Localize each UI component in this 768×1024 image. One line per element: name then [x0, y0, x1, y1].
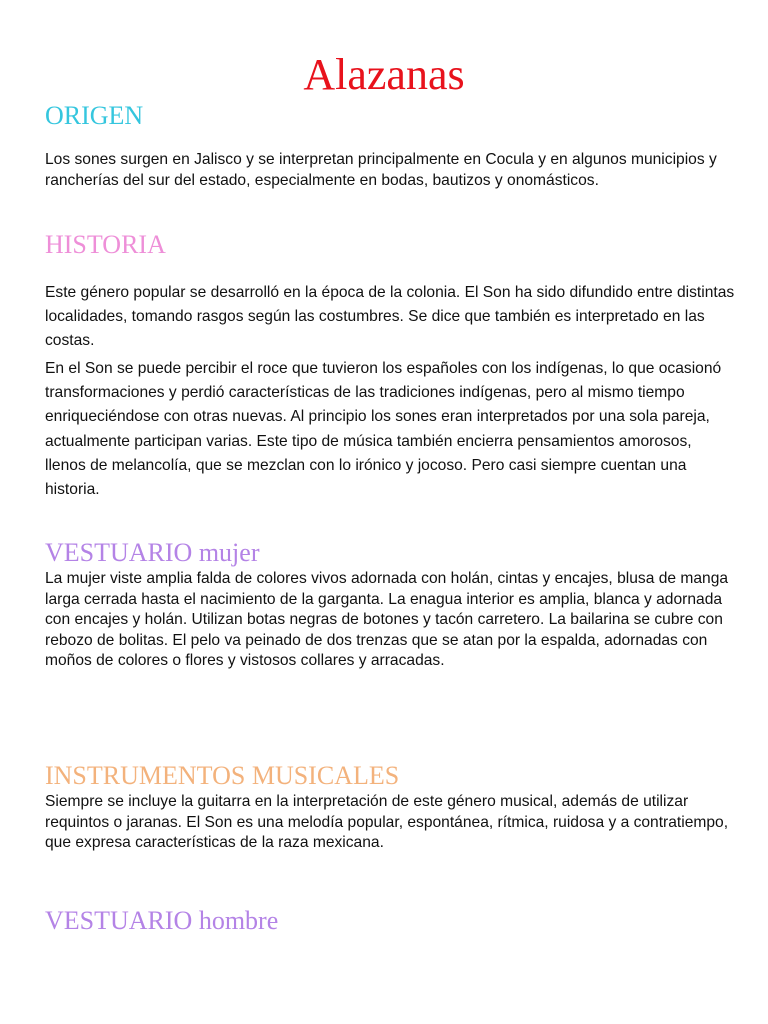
- heading-vestuario-mujer: VESTUARIO mujer: [45, 538, 260, 567]
- paragraph-instrumentos: Siempre se incluye la guitarra en la interpretación de este género musical, además de utilizar requintos o jaranas. El Son es una melodía popular, espontánea, rítmica, ruidosa y a contratiempo, que expresa características de la raza mexicana.: [45, 793, 729, 851]
- heading-origen: ORIGEN: [45, 101, 144, 130]
- heading-historia: HISTORIA: [45, 230, 166, 259]
- page-title: Alazanas: [303, 50, 465, 99]
- heading-vestuario-hombre: VESTUARIO hombre: [45, 906, 279, 935]
- heading-instrumentos: INSTRUMENTOS MUSICALES: [45, 761, 400, 790]
- paragraph-vestuario-mujer: La mujer viste amplia falda de colores vivos adornada con holán, cintas y encajes, blusa de manga larga cerrada hasta el nacimiento de la garganta. La enagua interior es amplia, blanca y adornada con encajes y holán. Utilizan botas negras de botones y tacón carretero. La bailarina se cubre con rebozo de bolitas. El pelo va peinado de dos trenzas que se atan por la espalda, adornadas con moños de colores o flores y vistosos collares y arracadas.: [45, 570, 729, 669]
- paragraph-historia-2: En el Son se puede percibir el roce que tuvieron los españoles con los indígenas, lo que ocasionó transformaciones y perdió características de las tradiciones indígenas, pero al mismo tiempo enriqueciéndose con otras nuevas. Al principio los sones eran interpretados por una sola pareja, actualmente participan varias. Este tipo de música también encierra pensamientos amorosos, llenos de melancolía, que se mezclan con lo irónico y jocoso. Pero casi siempre cuentan una historia.: [45, 360, 722, 499]
- paragraph-historia-1: Este género popular se desarrolló en la época de la colonia. El Son ha sido difundido entre distintas localidades, tomando rasgos según las costumbres. Se dice que también es interpretado en las costas.: [45, 284, 735, 350]
- paragraph-origen: Los sones surgen en Jalisco y se interpretan principalmente en Cocula y en algunos municipios y rancherías del sur del estado, especialmente en bodas, bautizos y onomásticos.: [45, 151, 717, 189]
